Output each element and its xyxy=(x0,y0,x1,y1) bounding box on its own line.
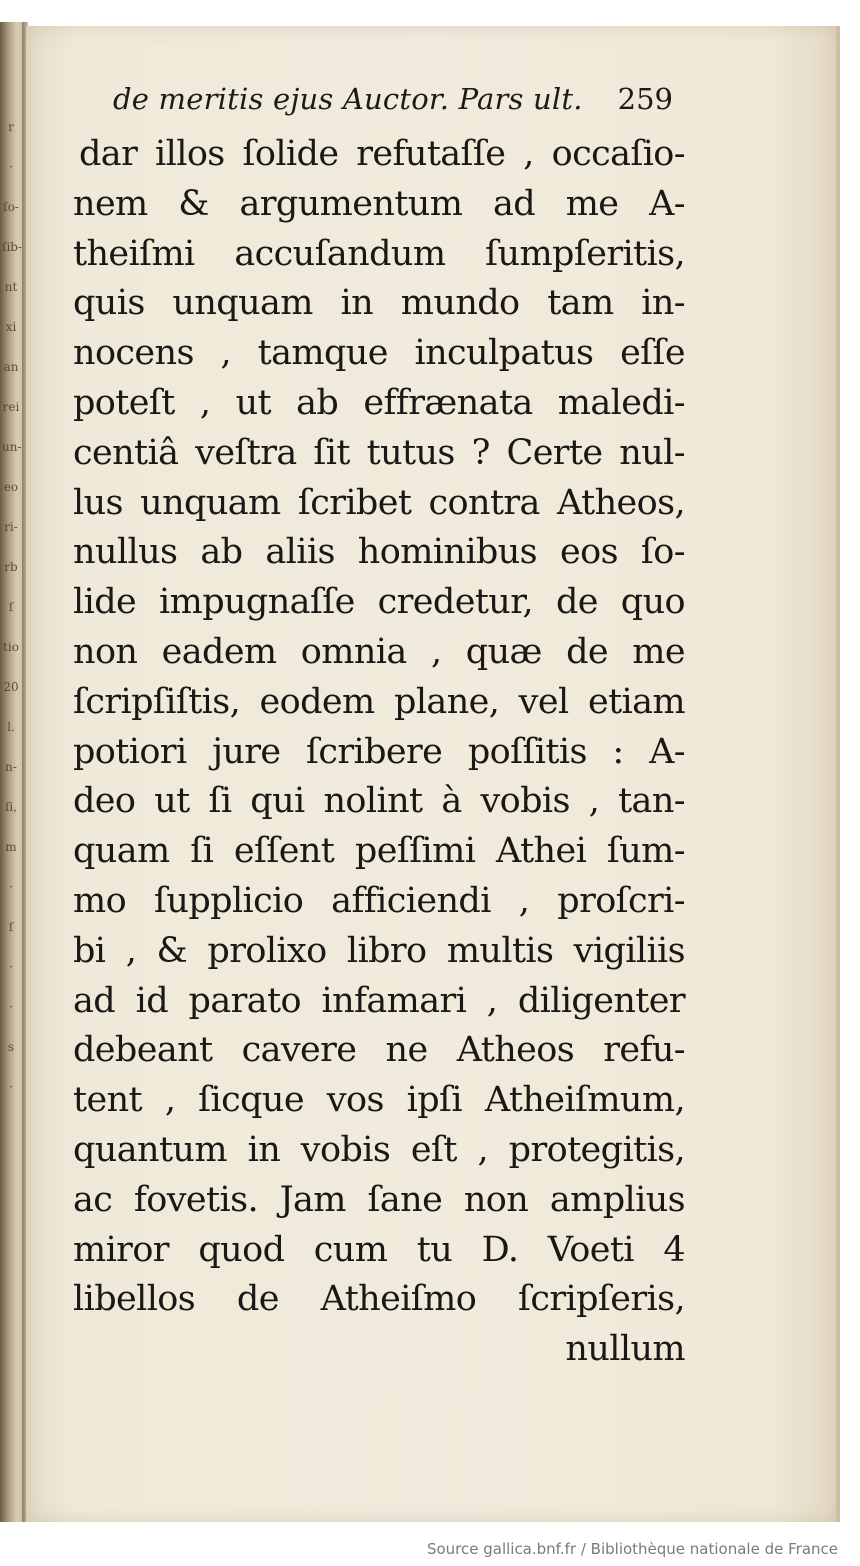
gutter-fragment: · xyxy=(9,1000,13,1014)
text-line: poteſt , ut ab effrænata maledi- xyxy=(73,382,685,423)
gutter-fragment: ſi, xyxy=(4,800,18,814)
text-line: tent , ſicque vos ipſi Atheiſmum, xyxy=(73,1080,685,1121)
text-line: nullus ab aliis hominibus eos ſo- xyxy=(73,532,685,573)
text-line: deo ut ſi qui nolint à vobis , tan- xyxy=(73,781,685,822)
text-line: bi , & prolixo libro multis vigiliis xyxy=(73,930,685,971)
text-line: quantum in vobis eſt , protegitis, xyxy=(73,1129,685,1170)
gutter-fragment: rb xyxy=(4,560,18,574)
gutter-fragment: ſo- xyxy=(3,200,19,214)
text-line: ac fovetis. Jam ſane non amplius xyxy=(73,1179,685,1220)
gutter-fragment: an xyxy=(3,360,19,374)
gutter-fragment: · xyxy=(9,160,13,174)
gutter-fragment: s xyxy=(7,1040,15,1054)
text-line: quam ſi eſſent peſſimi Athei ſum- xyxy=(73,831,685,872)
source-attribution: Source gallica.bnf.fr / Bibliothèque nationale de France xyxy=(426,1540,838,1558)
gutter-fragment: · xyxy=(9,880,13,894)
gutter-fragment: ri- xyxy=(4,520,18,534)
gutter-fragment: eo xyxy=(3,480,19,494)
text-line: nocens , tamque inculpatus eſſe xyxy=(73,333,685,374)
text-line: nem & argumentum ad me A- xyxy=(73,183,685,224)
text-line: debeant cavere ne Atheos refu- xyxy=(73,1030,685,1071)
body-text xyxy=(73,130,685,1375)
gutter-fragment: ſ xyxy=(8,920,14,934)
text-line: non eadem omnia , quæ de me xyxy=(73,631,685,672)
text-line: lus unquam ſcribet contra Atheos, xyxy=(73,482,685,523)
gutter-fragment: un- xyxy=(2,440,22,454)
text-line: miror quod cum tu D. Voeti 4 xyxy=(73,1229,685,1270)
gutter-fragment: xi xyxy=(5,320,17,334)
page-edge xyxy=(836,26,840,1522)
text-line: theiſmi accuſandum ſumpſeritis, xyxy=(73,233,685,274)
gutter-fragment: l. xyxy=(7,720,15,734)
gutter-fragment: ſib- xyxy=(2,240,23,254)
text-line: quis unquam in mundo tam in- xyxy=(73,283,685,324)
page-number: 259 xyxy=(617,82,673,116)
gutter-fragment: nt xyxy=(4,280,18,294)
gutter-fragment: 20 xyxy=(3,680,19,694)
gutter-fragment: · xyxy=(9,1080,13,1094)
running-head xyxy=(113,80,673,124)
text-line: centiâ veſtra ſit tutus ? Certe nul- xyxy=(73,432,685,473)
gutter-fragment: rei xyxy=(2,400,20,414)
text-line: mo ſupplicio afficiendi , proſcri- xyxy=(73,880,685,921)
facing-page-gutter xyxy=(2,120,23,1120)
text-line: ad id parato infamari , diligenter xyxy=(73,980,685,1021)
gutter-fragment: ſ xyxy=(8,600,14,614)
gutter-fragment: r xyxy=(8,120,14,134)
running-head-title: de meritis ejus Auctor. Pars ult. xyxy=(113,82,583,116)
text-line: lide impugnaſſe credetur, de quo xyxy=(73,582,685,623)
gutter-fragment: n- xyxy=(5,760,17,774)
footer-bar xyxy=(0,1534,860,1566)
gutter-fragment: · xyxy=(9,960,13,974)
gutter-fragment: tio xyxy=(3,640,19,654)
text-line: dar illos ſolide refutaſſe , occaſio- xyxy=(79,134,685,174)
text-line: potiori jure ſcribere poſſitis : A- xyxy=(73,731,685,772)
text-line: ſcripſiſtis, eodem plane, vel etiam xyxy=(73,681,685,722)
text-line: libellos de Atheiſmo ſcripſeris, xyxy=(73,1279,685,1320)
gutter-fragment: m xyxy=(5,840,17,854)
catchword: nullum xyxy=(565,1329,685,1370)
